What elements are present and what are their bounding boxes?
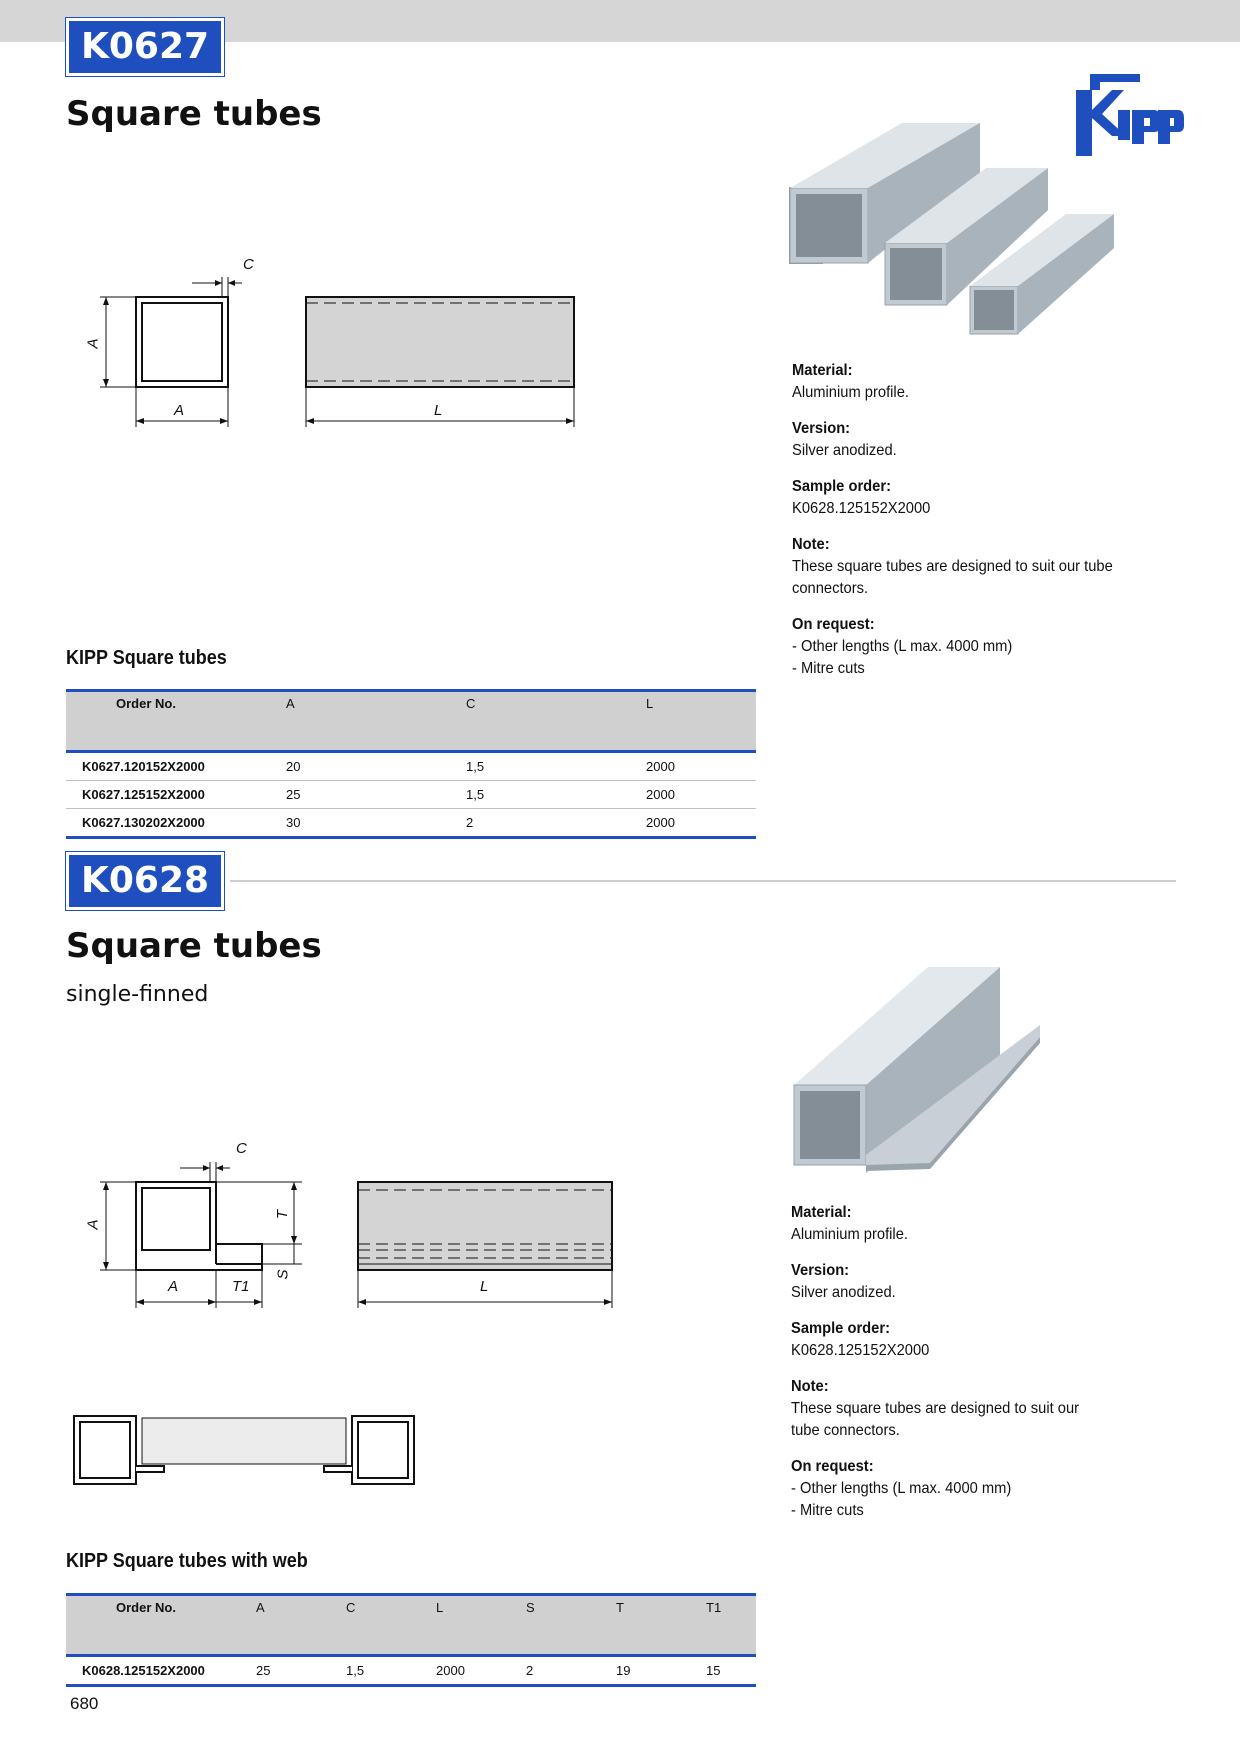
- table-row: [66, 781, 756, 809]
- product-table: [66, 689, 756, 839]
- note-value-line1: These square tubes are designed to suit our tube: [792, 558, 1113, 575]
- table-cell: 1,5: [466, 781, 646, 809]
- dim-label-a-vertical: A: [84, 338, 102, 349]
- column-header: A: [256, 1595, 346, 1656]
- table-header-row: [66, 691, 756, 752]
- note-value-line1: These square tubes are designed to suit our: [791, 1400, 1080, 1417]
- dim-label-a-vertical: A: [84, 1219, 102, 1230]
- table-cell: 2000: [646, 781, 756, 809]
- order-number: K0627.130202X2000: [66, 809, 286, 838]
- square-tube-drawing: [80, 255, 600, 435]
- finned-tube-drawing: [80, 1140, 640, 1320]
- note-label: Note:: [791, 1378, 829, 1395]
- material-value: Aluminium profile.: [791, 1226, 908, 1243]
- on-request-label: On request:: [792, 616, 875, 633]
- material-value: Aluminium profile.: [792, 384, 909, 401]
- on-request-item: - Other lengths (L max. 4000 mm): [792, 638, 1013, 655]
- column-header: C: [466, 691, 646, 752]
- material-label: Material:: [791, 1204, 852, 1221]
- table-row: [66, 1656, 756, 1686]
- dim-label-a-horizontal: A: [168, 1278, 179, 1295]
- dim-label-l: L: [480, 1278, 489, 1295]
- dim-label-c: C: [236, 1140, 247, 1157]
- table-cell: 2000: [646, 752, 756, 781]
- section-title: Square tubes: [66, 926, 322, 966]
- dim-label-a-horizontal: A: [174, 402, 185, 419]
- dim-label-t: T: [274, 1209, 292, 1220]
- material-label: Material:: [792, 362, 853, 379]
- sample-order-label: Sample order:: [792, 478, 891, 495]
- order-number: K0627.125152X2000: [66, 781, 286, 809]
- sample-order-label: Sample order:: [791, 1320, 890, 1337]
- section-divider: [230, 880, 1176, 882]
- product-table: [66, 1593, 756, 1687]
- table-cell: 19: [616, 1656, 706, 1686]
- version-value: Silver anodized.: [791, 1284, 896, 1301]
- column-header: C: [346, 1595, 436, 1656]
- column-header: S: [526, 1595, 616, 1656]
- column-header: L: [646, 691, 756, 752]
- table-row: [66, 809, 756, 838]
- column-header: A: [286, 691, 466, 752]
- column-header: L: [436, 1595, 526, 1656]
- table-cell: 2000: [646, 809, 756, 838]
- column-header: Order No.: [66, 691, 286, 752]
- table-cell: 1,5: [346, 1656, 436, 1686]
- dim-label-l: L: [434, 402, 443, 419]
- order-number: K0627.120152X2000: [66, 752, 286, 781]
- table-cell: 1,5: [466, 752, 646, 781]
- note-value-line2: tube connectors.: [791, 1422, 900, 1439]
- sample-order-value: K0628.125152X2000: [791, 1342, 930, 1359]
- page-number: 680: [70, 1694, 99, 1713]
- table-cell: 2000: [436, 1656, 526, 1686]
- column-header: Order No.: [66, 1595, 256, 1656]
- assembly-drawing: [72, 1410, 422, 1500]
- dim-label-t1: T1: [232, 1278, 250, 1295]
- table-header-row: [66, 1595, 756, 1656]
- table-title: KIPP Square tubes: [66, 647, 227, 669]
- table-cell: 20: [286, 752, 466, 781]
- finned-tube-photo: [790, 965, 1050, 1180]
- column-header: T: [616, 1595, 706, 1656]
- section-subtitle: single-finned: [66, 982, 209, 1007]
- table-title: KIPP Square tubes with web: [66, 1550, 308, 1572]
- note-label: Note:: [792, 536, 830, 553]
- on-request-item: - Mitre cuts: [792, 660, 865, 677]
- table-cell: 2: [466, 809, 646, 838]
- version-label: Version:: [791, 1262, 850, 1279]
- version-label: Version:: [792, 420, 851, 437]
- column-header: T1: [706, 1595, 756, 1656]
- version-value: Silver anodized.: [792, 442, 897, 459]
- on-request-item: - Other lengths (L max. 4000 mm): [791, 1480, 1012, 1497]
- on-request-label: On request:: [791, 1458, 874, 1475]
- on-request-item: - Mitre cuts: [791, 1502, 864, 1519]
- product-code-badge: K0628: [66, 852, 224, 910]
- table-cell: 15: [706, 1656, 756, 1686]
- table-cell: 30: [286, 809, 466, 838]
- table-cell: 2: [526, 1656, 616, 1686]
- table-cell: 25: [256, 1656, 346, 1686]
- product-code-badge: K0627: [66, 18, 224, 76]
- dim-label-c: C: [243, 256, 254, 273]
- sample-order-value: K0628.125152X2000: [792, 500, 931, 517]
- product-info-1: [792, 360, 1160, 680]
- table-row: [66, 752, 756, 781]
- product-info-2: [791, 1202, 1159, 1522]
- order-number: K0628.125152X2000: [66, 1656, 256, 1686]
- square-tubes-photo: [780, 118, 1120, 343]
- table-cell: 25: [286, 781, 466, 809]
- section-title: Square tubes: [66, 94, 322, 134]
- dim-label-s: S: [274, 1269, 292, 1280]
- note-value-line2: connectors.: [792, 580, 869, 597]
